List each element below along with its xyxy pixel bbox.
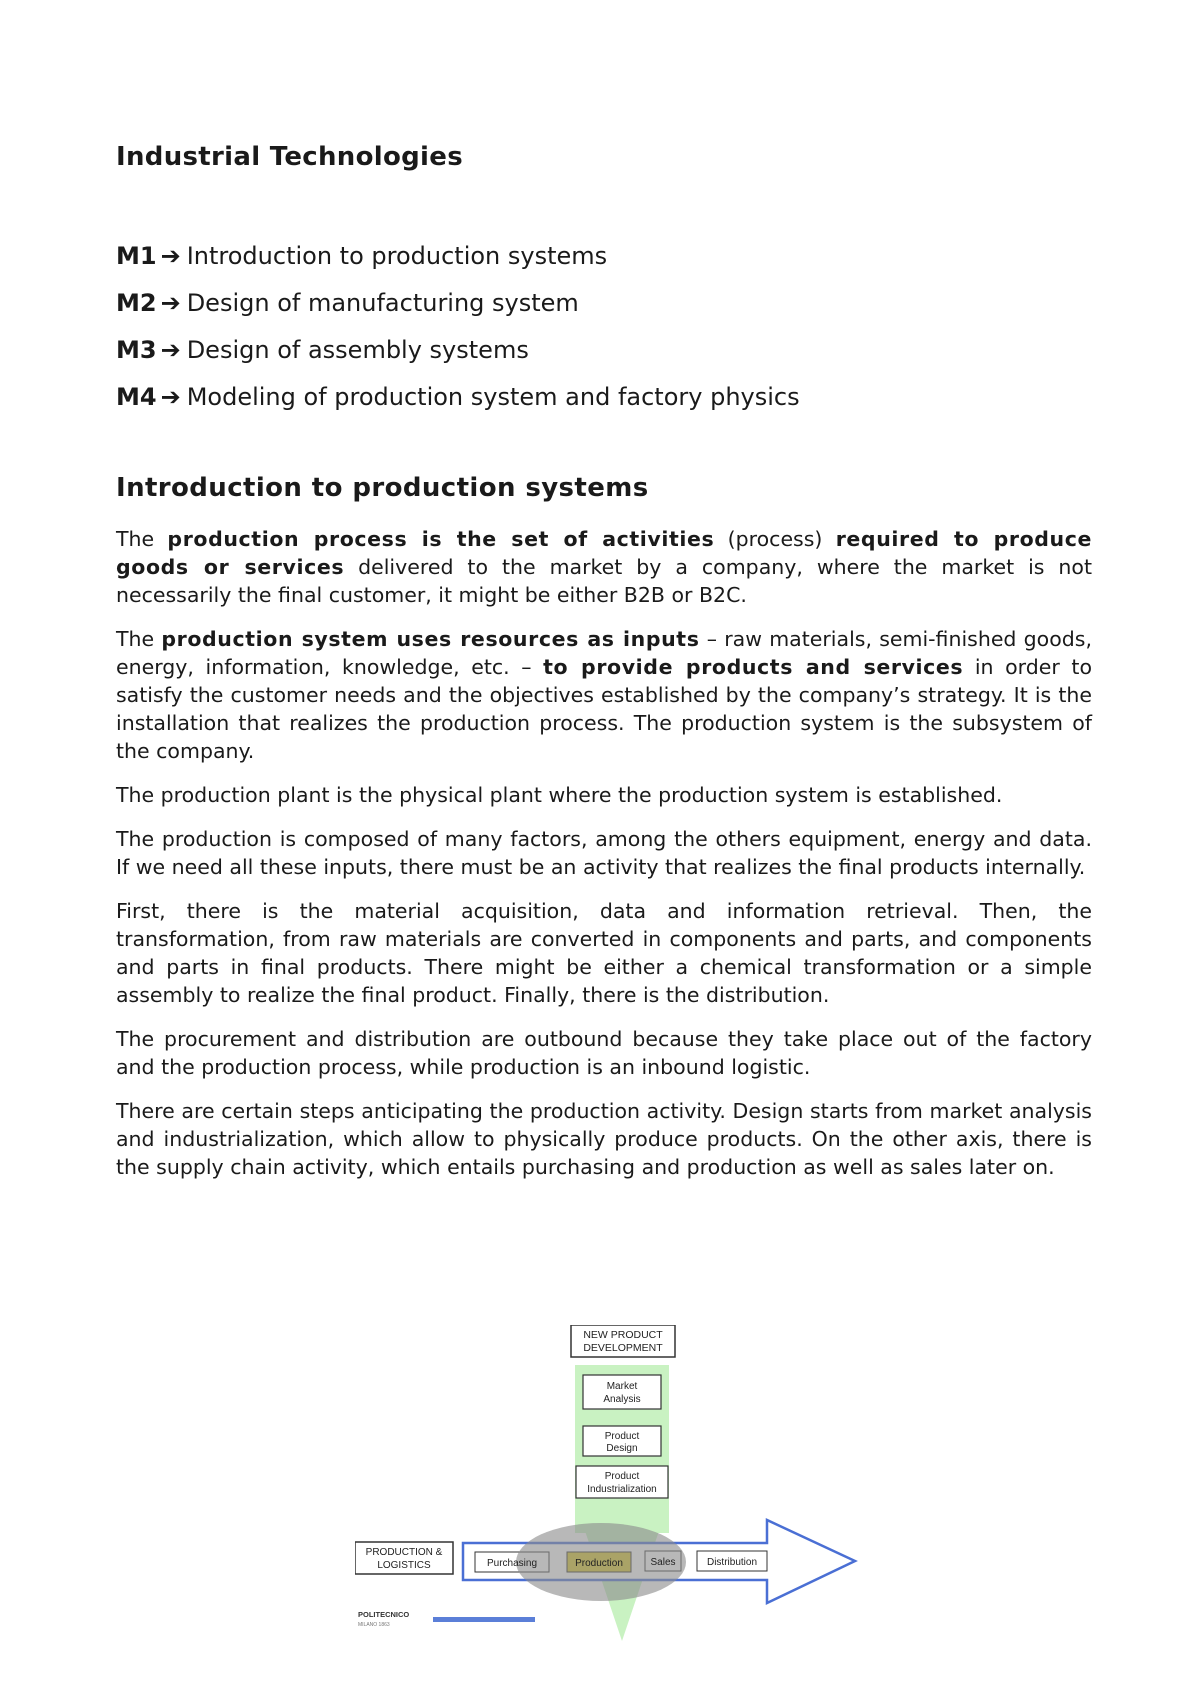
- module-code: M2: [116, 289, 157, 317]
- text-run: – raw materials, semi-finished goods, energy, information, knowledge, etc. –: [116, 627, 1092, 679]
- module-list: [116, 236, 800, 424]
- module-code: M1: [116, 242, 157, 270]
- module-code: M3: [116, 336, 157, 364]
- section-heading: Introduction to production systems: [116, 473, 649, 503]
- sales-label: Sales: [650, 1557, 676, 1568]
- module-label: Introduction to production systems: [186, 242, 608, 270]
- bold-run: required to produce goods or services: [116, 527, 1093, 579]
- module-label: Design of assembly systems: [186, 336, 529, 364]
- paragraph: [116, 525, 1092, 609]
- production-label: Production: [575, 1558, 623, 1569]
- bold-run: to provide products and services: [543, 655, 964, 679]
- module-item: [116, 236, 800, 283]
- bold-run: production process is the set of activities: [167, 527, 715, 551]
- industrialization-line2: Industrialization: [587, 1484, 657, 1495]
- text-run: The: [116, 627, 162, 651]
- text-run: in order to satisfy the customer needs and the objectives established by the company’s strategy. It is the installation that realizes the production process. The production system is the subsystem of the company.: [116, 655, 1092, 763]
- production-logistics-line2: LOGISTICS: [377, 1560, 431, 1571]
- purchasing-label: Purchasing: [486, 1558, 538, 1569]
- product-design-line1: Product: [604, 1431, 640, 1442]
- module-label: Design of manufacturing system: [186, 289, 579, 317]
- npd-label-line1: NEW PRODUCT: [583, 1329, 663, 1341]
- npd-label-line2: DEVELOPMENT: [583, 1342, 663, 1354]
- paragraph: The production plant is the physical plant where the production system is established.: [116, 783, 1003, 807]
- distribution-label: Distribution: [706, 1557, 758, 1568]
- production-logistics-line1: PRODUCTION &: [365, 1547, 443, 1558]
- document-title: Industrial Technologies: [116, 142, 463, 172]
- arrow-right-icon: ➔: [160, 383, 181, 411]
- paragraph: There are certain steps anticipating the production activity. Design starts from market analysis and industrialization, which allow to physically produce products. On the other axis, there is the supply chain activity, which entails purchasing and production as well as sales later on.: [116, 1099, 1092, 1179]
- module-code: M4: [116, 383, 157, 411]
- arrow-right-icon: ➔: [160, 289, 181, 317]
- industrialization-line1: Product: [604, 1471, 640, 1482]
- arrow-right-icon: ➔: [160, 336, 181, 364]
- text-run: The: [116, 527, 168, 551]
- module-item: [116, 283, 800, 330]
- module-item: [116, 377, 800, 424]
- bold-run: production system uses resources as inputs: [161, 627, 700, 651]
- text-run: (process): [714, 527, 836, 551]
- arrow-right-icon: ➔: [160, 242, 181, 270]
- paragraph: First, there is the material acquisition, data and information retrieval. Then, the transformation, from raw materials are converted in components and parts, and components and parts in final products. There might be either a chemical transformation or a simple assembly to realize the final product. Finally, there is the distribution.: [116, 899, 1092, 1007]
- paragraph: The production is composed of many factors, among the others equipment, energy and data. If we need all these inputs, there must be an activity that realizes the final products internally.: [116, 827, 1092, 879]
- paragraph: [116, 625, 1092, 765]
- paragraph: The procurement and distribution are outbound because they take place out of the factory and the production process, while production is an inbound logistic.: [116, 1027, 1092, 1079]
- logo-bar: [433, 1617, 535, 1622]
- module-item: [116, 330, 800, 377]
- production-diagram: [355, 1325, 875, 1655]
- market-analysis-line2: Analysis: [603, 1394, 641, 1405]
- logo-text: POLITECNICO: [358, 1610, 410, 1619]
- market-analysis-line1: Market: [606, 1381, 638, 1392]
- body-text: [116, 525, 1092, 1197]
- logo-subtext: MILANO 1863: [358, 1622, 390, 1628]
- module-label: Modeling of production system and factory physics: [186, 383, 800, 411]
- text-run: delivered to the market by a company, where the market is not necessarily the final customer, it might be either B2B or B2C.: [116, 555, 1093, 607]
- product-design-line2: Design: [606, 1443, 638, 1454]
